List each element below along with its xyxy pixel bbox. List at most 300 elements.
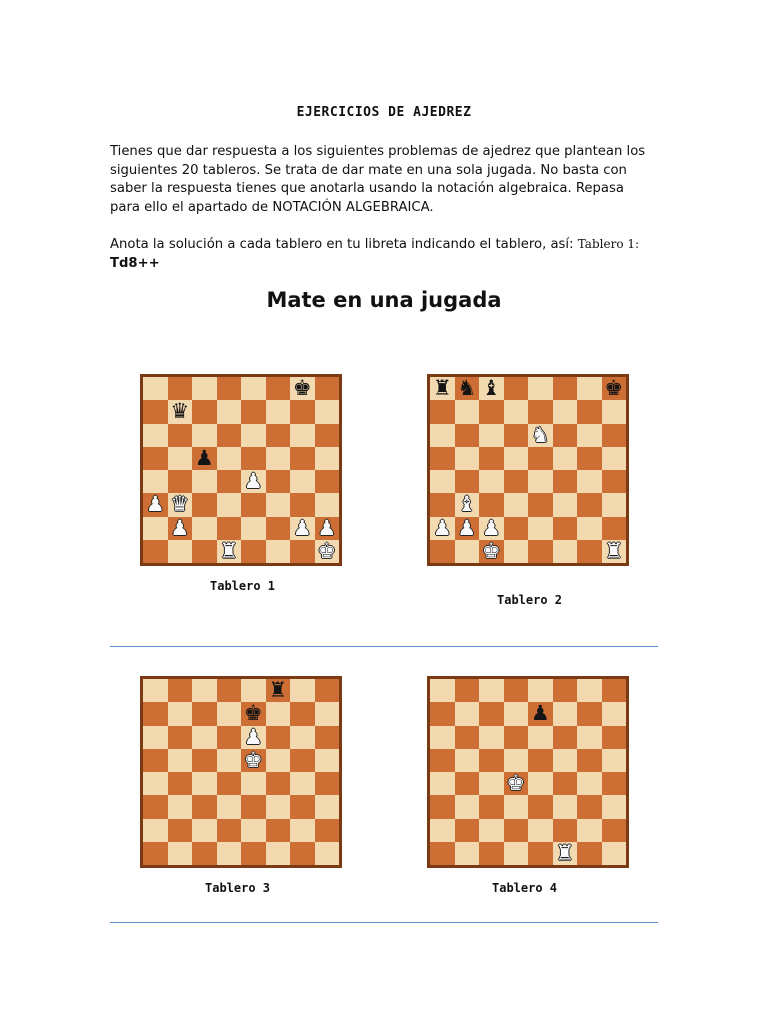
white-queen-icon: ♛: [170, 492, 190, 517]
board-square: [143, 517, 168, 540]
board-square: [168, 819, 193, 842]
board-square: [455, 470, 480, 493]
board-square: [266, 377, 291, 400]
board-square: [192, 447, 217, 470]
board-square: [241, 726, 266, 749]
board-square: [430, 517, 455, 540]
board-square: [528, 540, 553, 563]
board-square: [192, 424, 217, 447]
board-square: [290, 702, 315, 725]
board-square: [602, 493, 627, 516]
board-square: [553, 795, 578, 818]
board-square: [217, 795, 242, 818]
board-square: [430, 540, 455, 563]
board-square: [504, 424, 529, 447]
board-square: [602, 517, 627, 540]
board-square: [266, 517, 291, 540]
board-square: [266, 842, 291, 865]
board-square: [315, 726, 340, 749]
board-square: [192, 819, 217, 842]
board-square: [217, 702, 242, 725]
board-square: [553, 517, 578, 540]
board-square: [602, 702, 627, 725]
board-square: [168, 400, 193, 423]
board-square: [266, 540, 291, 563]
board-square: [504, 377, 529, 400]
board-square: [504, 493, 529, 516]
board-square: [241, 517, 266, 540]
board-square: [553, 749, 578, 772]
board-square: [577, 447, 602, 470]
board-square: [266, 679, 291, 702]
board-square: [290, 447, 315, 470]
board-square: [479, 679, 504, 702]
board-square: [479, 842, 504, 865]
board-square: [315, 493, 340, 516]
board-square: [577, 424, 602, 447]
board-square: [266, 400, 291, 423]
black-knight-icon: ♞: [457, 376, 477, 401]
board-square: [290, 493, 315, 516]
board-square: [241, 470, 266, 493]
board-square: [479, 540, 504, 563]
board-square: [168, 517, 193, 540]
board-square: [241, 795, 266, 818]
white-king-icon: ♚: [481, 538, 501, 563]
board-square: [504, 842, 529, 865]
board-square: [266, 702, 291, 725]
board-square: [577, 400, 602, 423]
board-square: [504, 447, 529, 470]
board-square: [143, 749, 168, 772]
white-pawn-icon: ♟: [145, 492, 165, 517]
white-pawn-icon: ♟: [432, 515, 452, 540]
white-pawn-icon: ♟: [170, 515, 190, 540]
board-square: [143, 679, 168, 702]
board-square: [430, 726, 455, 749]
white-rook-icon: ♜: [219, 538, 239, 563]
board-square: [217, 517, 242, 540]
board-square: [143, 772, 168, 795]
board-square: [602, 400, 627, 423]
board-square: [315, 772, 340, 795]
board-square: [528, 447, 553, 470]
board-square: [143, 424, 168, 447]
board-square: [577, 842, 602, 865]
example-answer: Td8++: [110, 255, 160, 271]
board-square: [577, 702, 602, 725]
board-square: [455, 726, 480, 749]
board-square: [290, 400, 315, 423]
board-square: [217, 749, 242, 772]
board-square: [430, 400, 455, 423]
board-square: [290, 772, 315, 795]
board-square: [455, 749, 480, 772]
black-king-icon: ♚: [604, 376, 624, 401]
black-king-icon: ♚: [292, 376, 312, 401]
white-pawn-icon: ♟: [457, 515, 477, 540]
board-square: [290, 819, 315, 842]
board-square: [577, 540, 602, 563]
board-square: [504, 470, 529, 493]
board-square: [315, 819, 340, 842]
board-square: [577, 679, 602, 702]
board-square: [241, 540, 266, 563]
board-square: [553, 726, 578, 749]
board-square: [479, 749, 504, 772]
black-rook-icon: ♜: [268, 678, 288, 703]
instruction-paragraph: [110, 235, 655, 273]
board-square: [217, 470, 242, 493]
board-square: [241, 377, 266, 400]
board-square: [553, 772, 578, 795]
board-square: [528, 726, 553, 749]
board-square: [479, 819, 504, 842]
board-square: [430, 749, 455, 772]
board-square: [528, 819, 553, 842]
board-square: [430, 447, 455, 470]
white-king-icon: ♚: [243, 747, 263, 772]
board-square: [528, 772, 553, 795]
board-square: [455, 679, 480, 702]
board-square: [528, 400, 553, 423]
board-square: [143, 795, 168, 818]
white-rook-icon: ♜: [555, 840, 575, 865]
board-square: [192, 493, 217, 516]
board-square: [430, 470, 455, 493]
board-square: [168, 447, 193, 470]
board-square: [455, 424, 480, 447]
board-square: [217, 772, 242, 795]
board-square: [504, 726, 529, 749]
white-rook-icon: ♜: [604, 538, 624, 563]
board-square: [455, 772, 480, 795]
board-square: [602, 470, 627, 493]
board-square: [528, 702, 553, 725]
board-square: [528, 749, 553, 772]
chess-board-4: [427, 676, 629, 868]
board-square: [528, 842, 553, 865]
white-pawn-icon: ♟: [481, 515, 501, 540]
board-square: [168, 540, 193, 563]
board-square: [430, 772, 455, 795]
board-square: [315, 377, 340, 400]
board-square: [479, 517, 504, 540]
board-square: [168, 772, 193, 795]
board-square: [290, 517, 315, 540]
board-square: [266, 749, 291, 772]
board-square: [455, 540, 480, 563]
board-square: [479, 377, 504, 400]
board-square: [241, 772, 266, 795]
board-square: [528, 493, 553, 516]
board-square: [241, 679, 266, 702]
example-label: Tablero 1:: [577, 237, 640, 251]
board-square: [528, 795, 553, 818]
black-pawn-icon: ♟: [530, 701, 550, 726]
board-square: [455, 377, 480, 400]
board-square: [577, 819, 602, 842]
board-square: [315, 424, 340, 447]
board-square: [266, 493, 291, 516]
chess-board-3: [140, 676, 342, 868]
board-square: [455, 517, 480, 540]
board-square: [143, 842, 168, 865]
board-square: [479, 493, 504, 516]
board-square: [266, 726, 291, 749]
board-square: [168, 679, 193, 702]
board-square: [479, 795, 504, 818]
board-square: [602, 424, 627, 447]
board-square: [168, 726, 193, 749]
board-square: [504, 819, 529, 842]
board-square: [266, 819, 291, 842]
board-square: [192, 679, 217, 702]
board-square: [192, 400, 217, 423]
board-square: [168, 493, 193, 516]
board-square: [528, 424, 553, 447]
section-heading: Mate en una jugada: [266, 288, 502, 312]
board-square: [504, 749, 529, 772]
board-square: [504, 400, 529, 423]
board-square: [577, 772, 602, 795]
board-square: [504, 517, 529, 540]
board-square: [315, 540, 340, 563]
board-square: [241, 493, 266, 516]
board-square: [315, 679, 340, 702]
intro-paragraph: Tienes que dar respuesta a los siguientes problemas de ajedrez que plantean los siguientes 20 tableros. Se trata de dar mate en una sola jugada. No basta con saber la respuesta tienes que anotarla usando la notación algebraica. Repasa para ello el apartado de NOTACIÓN ALGEBRAICA.: [110, 144, 646, 215]
board-square: [553, 540, 578, 563]
board-square: [528, 517, 553, 540]
board-square: [143, 702, 168, 725]
board-square: [290, 726, 315, 749]
board-square: [479, 702, 504, 725]
board-square: [217, 540, 242, 563]
board-square: [315, 517, 340, 540]
board-square: [168, 377, 193, 400]
board-square: [602, 726, 627, 749]
board-square: [290, 749, 315, 772]
black-bishop-icon: ♝: [481, 376, 501, 401]
board-square: [192, 470, 217, 493]
instruction-text: Anota la solución a cada tablero en tu libreta indicando el tablero, así:: [110, 237, 574, 252]
board-square: [430, 493, 455, 516]
board-square: [290, 842, 315, 865]
board-square: [479, 726, 504, 749]
board-square: [168, 470, 193, 493]
board-square: [143, 447, 168, 470]
board-square: [290, 470, 315, 493]
board-square: [315, 702, 340, 725]
board-square: [602, 795, 627, 818]
divider-line: [110, 922, 658, 923]
board-square: [290, 377, 315, 400]
white-king-icon: ♚: [317, 538, 337, 563]
white-bishop-icon: ♝: [457, 492, 477, 517]
board-square: [430, 819, 455, 842]
black-rook-icon: ♜: [432, 376, 452, 401]
board-square: [504, 795, 529, 818]
board-square: [553, 377, 578, 400]
board-square: [217, 377, 242, 400]
board-square: [553, 470, 578, 493]
board-square: [192, 377, 217, 400]
board-square: [553, 842, 578, 865]
board-square: [290, 679, 315, 702]
board-square: [430, 679, 455, 702]
board-square: [430, 795, 455, 818]
board-square: [602, 447, 627, 470]
board-square: [504, 702, 529, 725]
board-square: [266, 447, 291, 470]
board-square: [192, 702, 217, 725]
chess-board-2: [427, 374, 629, 566]
board-caption-2: Tablero 2: [497, 593, 563, 607]
board-square: [455, 702, 480, 725]
board-square: [602, 540, 627, 563]
board-square: [290, 795, 315, 818]
board-square: [217, 679, 242, 702]
board-square: [455, 795, 480, 818]
white-king-icon: ♚: [506, 771, 526, 796]
board-square: [192, 795, 217, 818]
board-square: [143, 470, 168, 493]
board-square: [192, 772, 217, 795]
board-square: [315, 470, 340, 493]
board-square: [577, 726, 602, 749]
board-square: [577, 493, 602, 516]
board-square: [192, 540, 217, 563]
board-square: [217, 424, 242, 447]
board-square: [315, 400, 340, 423]
board-square: [143, 540, 168, 563]
document-title: EJERCICIOS DE AJEDREZ: [296, 105, 472, 120]
board-square: [577, 377, 602, 400]
board-square: [192, 749, 217, 772]
black-king-icon: ♚: [243, 701, 263, 726]
board-caption-4: Tablero 4: [492, 881, 558, 895]
board-square: [430, 702, 455, 725]
board-square: [143, 377, 168, 400]
board-square: [143, 493, 168, 516]
divider-line: [110, 646, 658, 647]
board-square: [602, 377, 627, 400]
board-square: [217, 400, 242, 423]
chess-board-1: [140, 374, 342, 566]
board-square: [455, 842, 480, 865]
board-square: [217, 447, 242, 470]
board-square: [143, 726, 168, 749]
board-square: [553, 400, 578, 423]
board-square: [455, 400, 480, 423]
board-square: [168, 424, 193, 447]
board-square: [602, 842, 627, 865]
black-queen-icon: ♛: [170, 399, 190, 424]
board-square: [266, 470, 291, 493]
white-knight-icon: ♞: [530, 422, 550, 447]
board-square: [602, 749, 627, 772]
board-square: [504, 772, 529, 795]
board-square: [479, 400, 504, 423]
board-square: [430, 842, 455, 865]
board-square: [315, 749, 340, 772]
board-square: [455, 819, 480, 842]
board-square: [553, 819, 578, 842]
board-square: [315, 447, 340, 470]
board-square: [168, 702, 193, 725]
white-pawn-icon: ♟: [317, 515, 337, 540]
board-square: [602, 679, 627, 702]
board-square: [528, 377, 553, 400]
board-square: [192, 726, 217, 749]
board-square: [192, 517, 217, 540]
board-square: [266, 772, 291, 795]
board-square: [479, 772, 504, 795]
board-square: [504, 540, 529, 563]
board-square: [217, 842, 242, 865]
board-square: [315, 842, 340, 865]
board-square: [577, 749, 602, 772]
white-pawn-icon: ♟: [243, 469, 263, 494]
board-square: [602, 819, 627, 842]
board-square: [553, 493, 578, 516]
board-square: [455, 447, 480, 470]
board-square: [504, 679, 529, 702]
board-square: [241, 702, 266, 725]
board-square: [168, 749, 193, 772]
board-square: [143, 819, 168, 842]
board-square: [577, 517, 602, 540]
board-square: [241, 447, 266, 470]
board-square: [266, 424, 291, 447]
board-square: [168, 842, 193, 865]
board-square: [553, 424, 578, 447]
board-square: [455, 493, 480, 516]
board-square: [241, 400, 266, 423]
board-caption-1: Tablero 1: [210, 579, 276, 593]
board-square: [430, 424, 455, 447]
board-square: [430, 377, 455, 400]
board-square: [528, 679, 553, 702]
board-square: [217, 726, 242, 749]
white-pawn-icon: ♟: [243, 724, 263, 749]
board-square: [602, 772, 627, 795]
black-pawn-icon: ♟: [194, 445, 214, 470]
board-square: [528, 470, 553, 493]
board-square: [241, 749, 266, 772]
board-square: [143, 400, 168, 423]
board-square: [553, 702, 578, 725]
board-square: [577, 795, 602, 818]
white-pawn-icon: ♟: [292, 515, 312, 540]
board-square: [577, 470, 602, 493]
board-caption-3: Tablero 3: [205, 881, 271, 895]
board-square: [479, 470, 504, 493]
board-square: [241, 842, 266, 865]
board-square: [479, 424, 504, 447]
board-square: [553, 447, 578, 470]
board-square: [217, 493, 242, 516]
board-square: [290, 424, 315, 447]
board-square: [315, 795, 340, 818]
board-square: [553, 679, 578, 702]
board-square: [168, 795, 193, 818]
board-square: [241, 424, 266, 447]
board-square: [479, 447, 504, 470]
board-square: [290, 540, 315, 563]
board-square: [192, 842, 217, 865]
board-square: [241, 819, 266, 842]
